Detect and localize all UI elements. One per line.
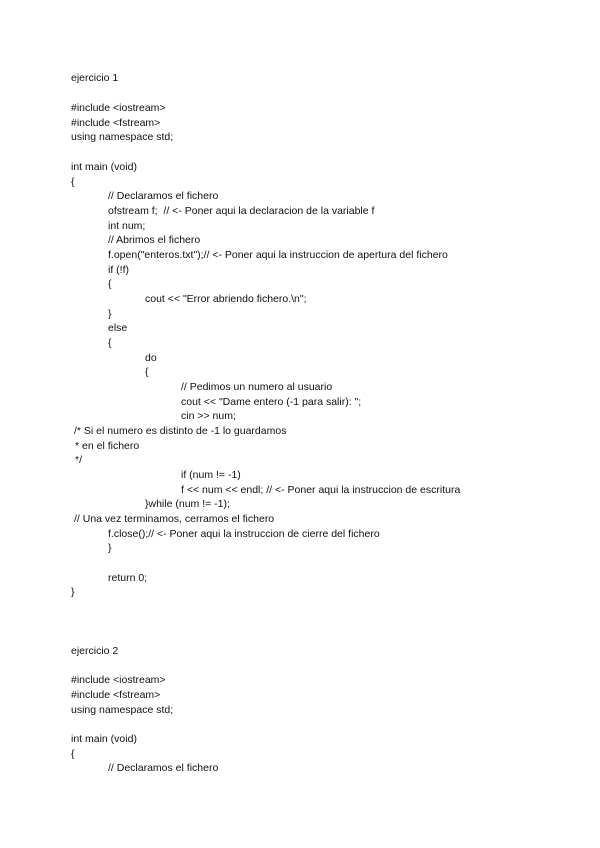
code-line: /* Si el numero es distinto de -1 lo guardamos xyxy=(74,425,287,437)
code-line: cin >> num; xyxy=(181,410,236,422)
code-line: { xyxy=(71,748,75,760)
code-line: return 0; xyxy=(108,572,148,584)
code-line: int num; xyxy=(108,220,146,232)
code-line: ofstream f; // <- Poner aqui la declaracion de la variable f xyxy=(108,205,375,217)
code-line: { xyxy=(108,337,112,349)
code-line: f << num << endl; // <- Poner aqui la instruccion de escritura xyxy=(181,484,461,496)
code-line: f.open("enteros.txt");// <- Poner aqui la instruccion de apertura del fichero xyxy=(108,249,448,261)
code-line: * en el fichero xyxy=(75,440,140,452)
code-line: // Declaramos el fichero xyxy=(108,762,219,774)
code-line: int main (void) xyxy=(71,161,137,173)
code-line: { xyxy=(108,278,112,290)
code-line: if (num != -1) xyxy=(181,469,241,481)
code-line: #include <iostream> xyxy=(71,674,166,686)
code-line: // Abrimos el fichero xyxy=(108,234,201,246)
code-line: } xyxy=(71,586,75,598)
code-line: do xyxy=(145,352,157,364)
code-line: // Pedimos un numero al usuario xyxy=(181,381,333,393)
code-line: } xyxy=(108,308,112,320)
code-line: #include <iostream> xyxy=(71,102,166,114)
code-line: }while (num != -1); xyxy=(145,498,230,510)
code-line: cout << "Error abriendo fichero.\n"; xyxy=(145,293,307,305)
exercise-1-heading: ejercicio 1 xyxy=(71,72,119,84)
code-line: #include <fstream> xyxy=(71,117,161,129)
code-line: } xyxy=(108,542,112,554)
code-line: #include <fstream> xyxy=(71,689,161,701)
code-line: { xyxy=(145,366,149,378)
code-line: using namespace std; xyxy=(71,131,174,143)
code-line: else xyxy=(108,322,128,334)
code-line: cout << "Dame entero (-1 para salir): "; xyxy=(181,396,362,408)
code-line: { xyxy=(71,176,75,188)
code-line: */ xyxy=(75,454,83,466)
code-line: // Declaramos el fichero xyxy=(108,190,219,202)
exercise-2-heading: ejercicio 2 xyxy=(71,645,119,657)
code-line: f.close();// <- Poner aqui la instruccion de cierre del fichero xyxy=(108,528,380,540)
code-line: if (!f) xyxy=(108,264,129,276)
code-line: int main (void) xyxy=(71,733,137,745)
code-line: // Una vez terminamos, cerramos el fichero xyxy=(74,513,275,525)
code-line: using namespace std; xyxy=(71,704,174,716)
